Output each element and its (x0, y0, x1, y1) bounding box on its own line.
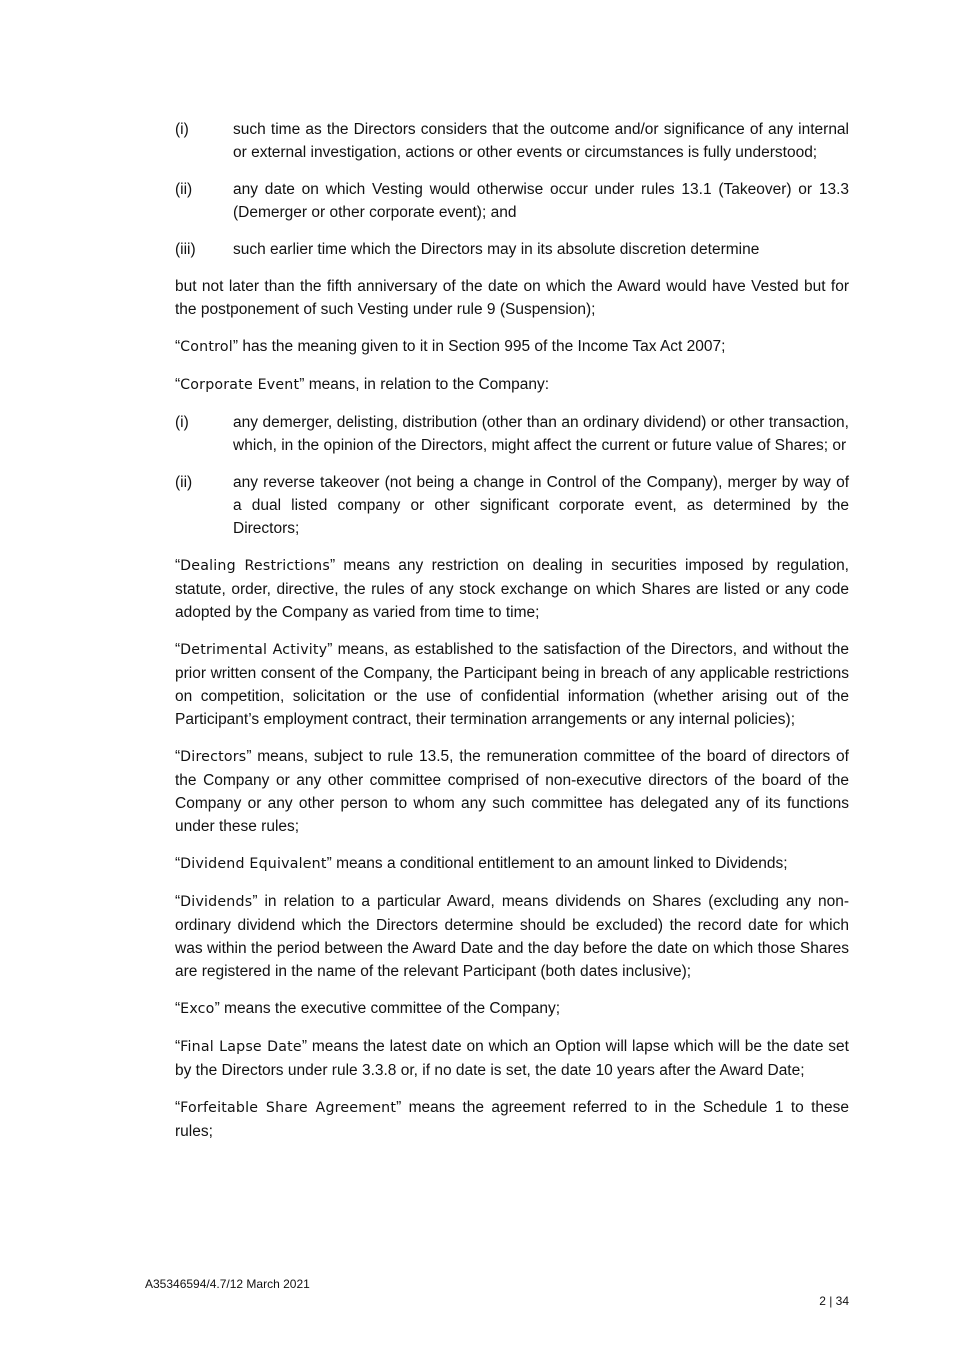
list-number: (ii) (175, 474, 193, 491)
open-quote: “ (175, 376, 181, 393)
definition-text: ” in relation to a particular Award, means dividends on Shares (excluding any non-ordinary dividend which the Directors determine should be excluded) the record date for which was within the period between the Award Date and the day before the date on which those Shares are registered in the name of the relevant Participant (both dates inclusive); (175, 893, 849, 980)
definition-corporate-event (175, 373, 849, 397)
open-quote: “ (175, 641, 181, 658)
list-text: such time as the Directors considers that the outcome and/or significance of any internal or external investigation, actions or other events or circumstances is fully understood; (233, 121, 849, 161)
definition-text: ” means, subject to rule 13.5, the remuneration committee of the board of directors of the Company or any other committee comprised of non-executive directors of the board of the Company or any other person to whom any such committee has delegated any of its functions under these rules; (175, 748, 849, 835)
paragraph: but not later than the fifth anniversary of the date on which the Award would have Vested but for the postponement of such Vesting under rule 9 (Suspension); (175, 278, 849, 318)
defined-term: Directors (180, 749, 247, 765)
defined-term: Exco (180, 1001, 215, 1017)
definition-text: ” means any restriction on dealing in securities imposed by regulation, statute, order, directive, the rules of any stock exchange on which Shares are listed or any code adopted by the Company as varied from time to time; (175, 557, 849, 621)
definition-control (175, 335, 849, 359)
definition-dividend-equivalent (175, 852, 849, 876)
definition-text: ” means the executive committee of the Company; (214, 1000, 561, 1017)
definition-text: ” means, as established to the satisfaction of the Directors, and without the prior written consent of the Company, the Participant being in breach of any applicable restrictions on competition, solicitation or the use of confidential information (whether arising out of the Participant’s employment contract, their termination arrangements or any internal policies); (175, 641, 849, 728)
defined-term: Final Lapse Date (180, 1039, 302, 1055)
list-item (175, 238, 849, 261)
open-quote: “ (175, 338, 181, 355)
list-item (175, 178, 849, 224)
open-quote: “ (175, 1099, 181, 1116)
defined-term: Dividend Equivalent (180, 856, 327, 872)
list-text: any demerger, delisting, distribution (other than an ordinary dividend) or other transaction, which, in the opinion of the Directors, might affect the current or future value of Shares; or (233, 414, 849, 454)
list-item (175, 118, 849, 164)
open-quote: “ (175, 1000, 181, 1017)
definition-text: ” means the agreement referred to in the Schedule 1 to these rules; (175, 1099, 849, 1140)
document-reference: A35346594/4.7/12 March 2021 (145, 1277, 310, 1291)
page-number: 2 | 34 (819, 1294, 849, 1308)
definition-final-lapse-date (175, 1035, 849, 1082)
list-number: (i) (175, 414, 189, 431)
list-item (175, 411, 849, 457)
definition-detrimental-activity (175, 638, 849, 731)
defined-term: Dealing Restrictions (180, 558, 330, 574)
open-quote: “ (175, 893, 181, 910)
open-quote: “ (175, 1038, 181, 1055)
definition-text: ” means the latest date on which an Option will lapse which will be the date set by the Directors under rule 3.3.8 or, if no date is set, the date 10 years after the Award Date; (175, 1038, 849, 1079)
open-quote: “ (175, 748, 181, 765)
definition-text: ” means a conditional entitlement to an amount linked to Dividends; (326, 855, 788, 872)
definition-directors (175, 745, 849, 838)
definition-forfeitable-share-agreement (175, 1096, 849, 1143)
list-text: any reverse takeover (not being a change in Control of the Company), merger by way of a dual listed company or other significant corporate event, as determined by the Directors; (233, 474, 849, 537)
definition-exco (175, 997, 849, 1021)
defined-term: Corporate Event (180, 377, 300, 393)
definition-text: ” has the meaning given to it in Section 995 of the Income Tax Act 2007; (232, 338, 726, 355)
list-number: (iii) (175, 241, 196, 258)
list-number: (ii) (175, 181, 193, 198)
list-text: any date on which Vesting would otherwise occur under rules 13.1 (Takeover) or 13.3 (Demerger or other corporate event); and (233, 181, 849, 221)
open-quote: “ (175, 855, 181, 872)
defined-term: Detrimental Activity (180, 642, 328, 658)
document-body (175, 118, 849, 1157)
open-quote: “ (175, 557, 181, 574)
definition-text: ” means, in relation to the Company: (299, 376, 550, 393)
list-number: (i) (175, 121, 189, 138)
definition-dividends (175, 890, 849, 983)
defined-term: Control (180, 339, 233, 355)
list-item (175, 471, 849, 540)
defined-term: Forfeitable Share Agreement (180, 1100, 397, 1116)
list-text: such earlier time which the Directors may in its absolute discretion determine (233, 241, 760, 258)
defined-term: Dividends (180, 894, 253, 910)
definition-dealing-restrictions (175, 554, 849, 624)
